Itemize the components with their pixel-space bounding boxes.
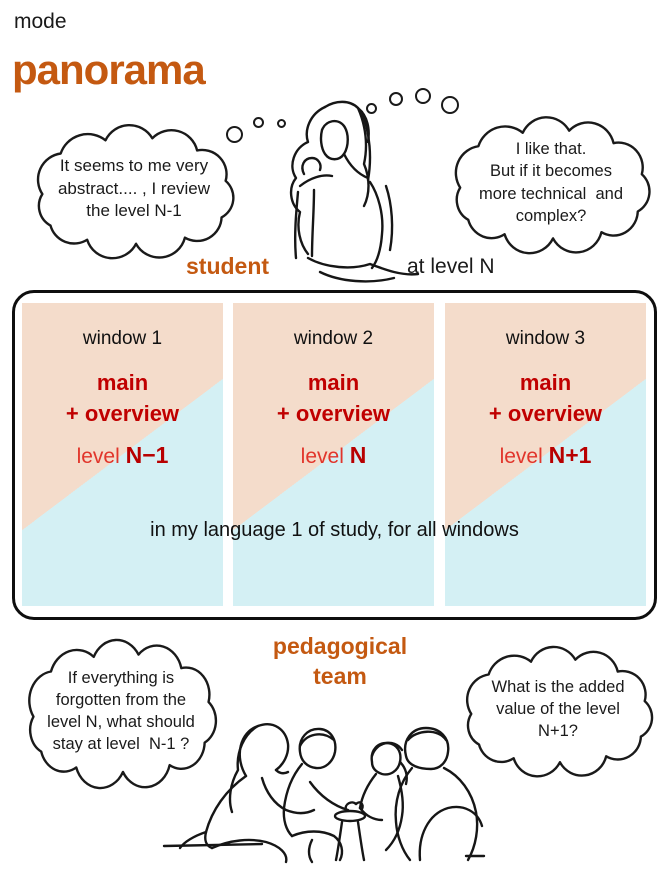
bubble-line: the level N-1	[86, 201, 182, 221]
bubble-line: But if it becomes	[490, 162, 612, 181]
level-word: level	[300, 445, 350, 469]
window-overview-label: + overview	[65, 401, 180, 427]
bubble-line: forgotten from the	[55, 690, 187, 709]
window-title: window 2	[293, 328, 374, 349]
bubble-line: stay at level N-1 ?	[52, 735, 190, 754]
mode-label: mode	[14, 10, 67, 33]
window-panel-3	[445, 303, 646, 606]
window-overview-label: + overview	[488, 401, 603, 427]
thought-bubble-top-right	[440, 110, 662, 255]
pedagogical-team-label	[240, 631, 440, 692]
bubble-line: What is the added	[491, 677, 625, 696]
team-label-line1: pedagogical	[272, 633, 408, 659]
thought-bubble-bottom-left	[14, 632, 228, 790]
window-panel-1	[22, 303, 223, 606]
windows-board	[12, 290, 657, 620]
thought-trail-dot	[389, 92, 403, 106]
board-caption: in my language 1 of study, for all windows	[150, 519, 519, 541]
bubble-line: complex?	[515, 206, 587, 225]
bubble-line: level N, what should	[47, 713, 195, 731]
bubble-line: abstract.... , I review	[57, 178, 211, 198]
window-panel-2	[233, 303, 434, 606]
level-word: level	[76, 445, 126, 469]
team-label-line2: team	[313, 663, 367, 690]
window-title: window 3	[505, 328, 586, 349]
bubble-line: value of the level	[496, 699, 620, 718]
thought-bubble-top-left	[22, 118, 246, 260]
level-value: N+1	[548, 442, 592, 469]
thought-trail-dot	[366, 103, 377, 114]
bubble-line: I like that.	[515, 140, 587, 159]
window-title: window 1	[82, 328, 163, 349]
thought-trail-dot	[253, 117, 264, 128]
bubble-line: It seems to me very	[59, 155, 209, 175]
page-title: panorama	[12, 46, 205, 93]
bubble-line: If everything is	[67, 668, 175, 687]
thought-bubble-bottom-right	[452, 640, 664, 778]
window-main-label: main	[519, 370, 572, 395]
level-word: level	[499, 445, 549, 469]
level-value: N−1	[125, 442, 169, 469]
window-main-label: main	[307, 370, 360, 395]
at-level-n-label: at level N	[407, 255, 495, 278]
student-label: student	[186, 253, 270, 279]
thought-trail-dot	[277, 119, 286, 128]
level-value: N	[349, 442, 367, 469]
bubble-line: N+1?	[538, 722, 578, 741]
window-main-label: main	[96, 370, 149, 395]
bubble-line: more technical and	[479, 184, 623, 203]
thought-trail-dot	[415, 88, 431, 104]
window-overview-label: + overview	[276, 401, 391, 427]
